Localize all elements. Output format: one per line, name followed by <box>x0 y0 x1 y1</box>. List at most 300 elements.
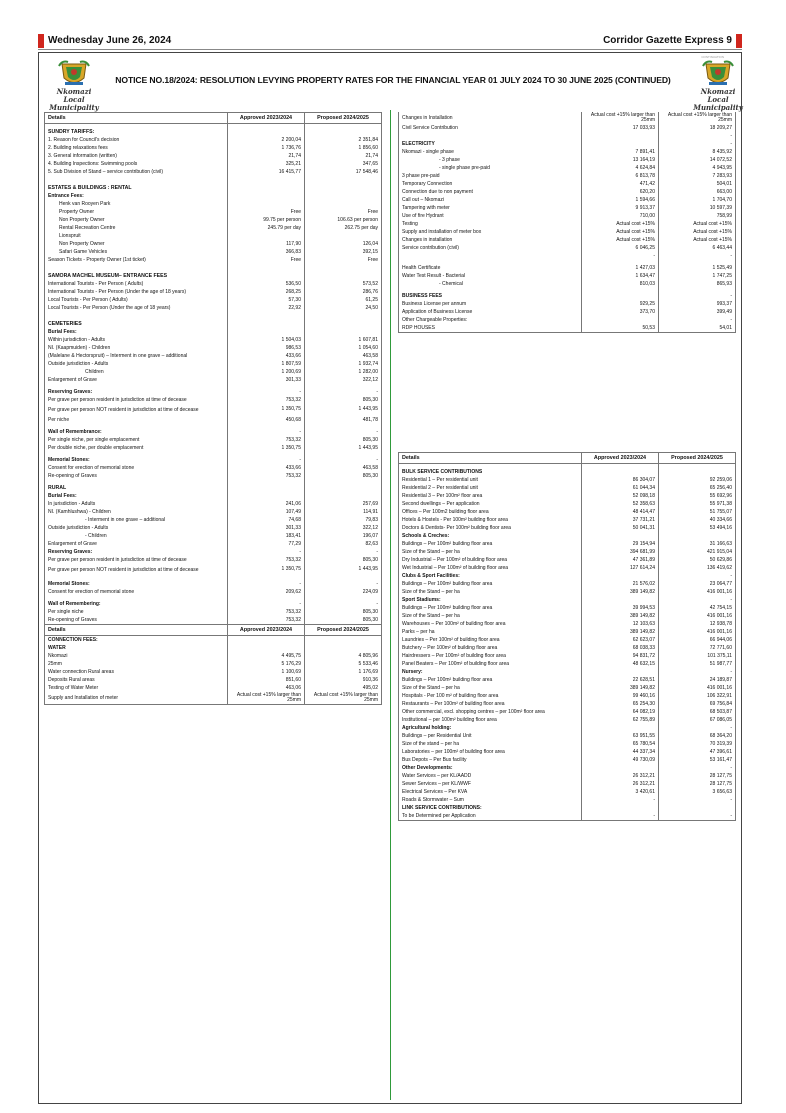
table-row <box>399 468 736 476</box>
table-row <box>45 428 382 436</box>
approved-value <box>582 468 659 476</box>
table-row <box>399 748 736 756</box>
table-row <box>45 352 382 360</box>
table-row <box>45 684 382 692</box>
approved-value: 65 254,30 <box>582 700 659 708</box>
approved-value <box>228 644 305 652</box>
approved-value: 268,25 <box>228 288 305 296</box>
table-row <box>45 240 382 248</box>
approved-value: Actual cost +15% larger than 25mm <box>228 692 305 705</box>
table-row <box>399 508 736 516</box>
col-header-approved: Approved 2023/2024 <box>228 113 305 124</box>
approved-value <box>582 292 659 300</box>
table-row <box>45 564 382 576</box>
table-row <box>45 532 382 540</box>
approved-value: 52 358,63 <box>582 500 659 508</box>
approved-value: 301,33 <box>228 524 305 532</box>
proposed-value: 481,78 <box>305 416 382 424</box>
detail-cell: Sport Stadiums: <box>399 596 582 604</box>
approved-value <box>228 320 305 328</box>
table-row <box>399 484 736 492</box>
detail-cell: BUSINESS FEES <box>399 292 582 300</box>
approved-value <box>582 724 659 732</box>
detail-cell: Water Test Result - Bacterial <box>399 272 582 280</box>
approved-value: 68 038,33 <box>582 644 659 652</box>
detail-cell: Residential 3 – Per 100m² floor area <box>399 492 582 500</box>
table-row <box>399 604 736 612</box>
table-row <box>399 780 736 788</box>
approved-value: - <box>582 252 659 260</box>
detail-cell: 4. Building Inspections: Swimming pools <box>45 160 228 168</box>
detail-cell: Connection due to non payment <box>399 188 582 196</box>
approved-value: 21 576,02 <box>582 580 659 588</box>
approved-value: 245.79 per day <box>228 224 305 232</box>
proposed-value: 196,07 <box>305 532 382 540</box>
proposed-value: - <box>305 600 382 608</box>
approved-value: 241,06 <box>228 500 305 508</box>
detail-cell: Wet Industrial – Per 100m² of building floor area <box>399 564 582 572</box>
detail-cell: Tampering with meter <box>399 204 582 212</box>
proposed-value: 1 282,00 <box>305 368 382 376</box>
proposed-value <box>659 468 736 476</box>
detail-cell: RDP HOUSES <box>399 324 582 333</box>
table-row <box>399 580 736 588</box>
newspaper-header <box>38 34 742 50</box>
proposed-value: 495,02 <box>305 684 382 692</box>
detail-cell: Water connection Rural areas <box>45 668 228 676</box>
approved-value: 39 994,53 <box>582 604 659 612</box>
detail-cell: Local Tourists - Per Person (Under the age of 18 years) <box>45 304 228 312</box>
proposed-value: 18 209,27 <box>659 124 736 132</box>
table-row <box>45 668 382 676</box>
approved-value: Actual cost +15% <box>582 220 659 228</box>
approved-value: 1 736,76 <box>228 144 305 152</box>
table-row <box>45 168 382 176</box>
proposed-value <box>659 532 736 540</box>
table-row <box>45 152 382 160</box>
table-row <box>399 212 736 220</box>
proposed-value: 55 692,96 <box>659 492 736 500</box>
table-row <box>399 588 736 596</box>
detail-cell: Entrance Fees: <box>45 192 228 200</box>
table-row <box>399 308 736 316</box>
detail-cell: 3. General information (written) <box>45 152 228 160</box>
detail-cell: Call out – Nkomazi <box>399 196 582 204</box>
proposed-value: 758,99 <box>659 212 736 220</box>
detail-cell: To be Determined per Application <box>399 812 582 821</box>
col-header-proposed: Proposed 2024/2025 <box>305 113 382 124</box>
table-row <box>399 540 736 548</box>
proposed-value: - <box>659 140 736 148</box>
coat-of-arms-icon <box>57 58 91 88</box>
proposed-value: 392,15 <box>305 248 382 256</box>
approved-value: 373,70 <box>582 308 659 316</box>
table-row <box>399 596 736 604</box>
proposed-value: 68 503,87 <box>659 708 736 716</box>
detail-cell: Buildings – Per 100m² building floor area <box>399 604 582 612</box>
approved-value: 21,74 <box>228 152 305 160</box>
approved-value: 4 624,84 <box>582 164 659 172</box>
detail-cell: Service contribution (civil) <box>399 244 582 252</box>
proposed-value: 5 533,46 <box>305 660 382 668</box>
approved-value <box>228 484 305 492</box>
table-row <box>45 136 382 144</box>
proposed-value: - <box>305 580 382 588</box>
proposed-value: 42 754,15 <box>659 604 736 612</box>
detail-cell: Other Developments: <box>399 764 582 772</box>
detail-cell: Re-opening of Graves <box>45 616 228 625</box>
proposed-value: 286,76 <box>305 288 382 296</box>
table-row <box>45 472 382 480</box>
detail-cell: Safari Game Vehicles <box>45 248 228 256</box>
approved-value: 183,41 <box>228 532 305 540</box>
table-row <box>399 264 736 272</box>
table-row <box>399 764 736 772</box>
proposed-value: 805,30 <box>305 556 382 564</box>
detail-cell: Henk van Rooyen Park <box>45 200 228 208</box>
approved-value <box>228 200 305 208</box>
detail-cell: Health Certificate <box>399 264 582 272</box>
proposed-value: 68 364,20 <box>659 732 736 740</box>
detail-cell: (Malelane & Hectorspruit) – Interment in one grave – additional <box>45 352 228 360</box>
detail-cell: Memorial Stones: <box>45 456 228 464</box>
proposed-value: - <box>305 548 382 556</box>
proposed-value: - <box>659 796 736 804</box>
detail-cell: Size of the Stand – per ha <box>399 684 582 692</box>
detail-cell: SAMORA MACHEL MUSEUM– ENTRANCE FEES <box>45 272 228 280</box>
table-row <box>45 464 382 472</box>
detail-cell: Per grave per person resident in jurisdiction at time of decease <box>45 396 228 404</box>
detail-cell: Per niche <box>45 416 228 424</box>
approved-value <box>228 128 305 136</box>
detail-cell: Memorial Stones: <box>45 580 228 588</box>
table-row <box>45 376 382 384</box>
table-row <box>45 388 382 396</box>
detail-cell: Non Property Owner <box>45 216 228 224</box>
proposed-value: 40 334,66 <box>659 516 736 524</box>
approved-value: 6 813,78 <box>582 172 659 180</box>
table-row <box>399 668 736 676</box>
proposed-value: - <box>305 388 382 396</box>
table-row <box>399 292 736 300</box>
detail-cell: Warehouses – Per 100m² of building floor area <box>399 620 582 628</box>
table-row <box>399 564 736 572</box>
table-row <box>399 628 736 636</box>
proposed-value: 663,00 <box>659 188 736 196</box>
table-row <box>45 248 382 256</box>
proposed-value: 416 001,16 <box>659 684 736 692</box>
approved-value <box>582 132 659 140</box>
table-row <box>399 636 736 644</box>
table-row <box>399 756 736 764</box>
proposed-value: 66 944,06 <box>659 636 736 644</box>
table-row <box>45 328 382 336</box>
approved-value <box>228 184 305 192</box>
proposed-value: 224,09 <box>305 588 382 596</box>
approved-value: 7 891,41 <box>582 148 659 156</box>
table-row <box>399 708 736 716</box>
proposed-value: Actual cost +15% <box>659 236 736 244</box>
approved-value: 47 361,89 <box>582 556 659 564</box>
logo-text-line2: Local Municipality <box>693 95 743 112</box>
approved-value: 450,68 <box>228 416 305 424</box>
table-row <box>45 548 382 556</box>
detail-cell: Consent for erection of memorial stone <box>45 464 228 472</box>
proposed-value: 4 805,96 <box>305 652 382 660</box>
proposed-value: - <box>305 428 382 436</box>
approved-value <box>228 232 305 240</box>
table-row <box>45 608 382 616</box>
approved-value <box>582 316 659 324</box>
detail-cell: Laboratories – per 100m² of building floor area <box>399 748 582 756</box>
proposed-value: 17 548,46 <box>305 168 382 176</box>
proposed-value: 24,50 <box>305 304 382 312</box>
proposed-value: 1 607,81 <box>305 336 382 344</box>
approved-value: 1 200,69 <box>228 368 305 376</box>
table-row <box>399 524 736 532</box>
table-row <box>45 296 382 304</box>
proposed-value: 322,12 <box>305 376 382 384</box>
proposed-value: 79,83 <box>305 516 382 524</box>
table-row <box>399 252 736 260</box>
proposed-value: 463,58 <box>305 464 382 472</box>
detail-cell: Wall of Remembering: <box>45 600 228 608</box>
proposed-value: 262.75 per day <box>305 224 382 232</box>
approved-value: 3 420,61 <box>582 788 659 796</box>
proposed-value: - <box>659 596 736 604</box>
approved-value: 389 149,82 <box>582 612 659 620</box>
approved-value: 62 755,89 <box>582 716 659 724</box>
proposed-value: 47 396,61 <box>659 748 736 756</box>
detail-cell: Use of fire Hydrant <box>399 212 582 220</box>
table-row <box>399 280 736 288</box>
approved-value: 301,33 <box>228 376 305 384</box>
proposed-value: 416 001,16 <box>659 588 736 596</box>
detail-cell: Reserving Graves: <box>45 388 228 396</box>
detail-cell: LINK SERVICE CONTRIBUTIONS: <box>399 804 582 812</box>
detail-cell: Residential 2 – Per residential unit <box>399 484 582 492</box>
proposed-value: 1 054,60 <box>305 344 382 352</box>
detail-cell: Second dwellings – Per application <box>399 500 582 508</box>
detail-cell: Testing <box>399 220 582 228</box>
detail-cell: Local Tourists - Per Person ( Adults) <box>45 296 228 304</box>
detail-cell: Size of the Stand – per ha <box>399 548 582 556</box>
table-row <box>399 692 736 700</box>
proposed-value: 14 072,52 <box>659 156 736 164</box>
approved-value: 471,42 <box>582 180 659 188</box>
detail-cell: Rental Recreation Centre <box>45 224 228 232</box>
proposed-value: Free <box>305 208 382 216</box>
table-row <box>45 660 382 668</box>
approved-value: 74,68 <box>228 516 305 524</box>
detail-cell: Season Tickets - Property Owner (1st ticket) <box>45 256 228 264</box>
tariff-table-right-top <box>398 112 736 333</box>
proposed-value: 504,01 <box>659 180 736 188</box>
approved-value: 389 149,82 <box>582 684 659 692</box>
proposed-value: 1 443,95 <box>305 444 382 452</box>
proposed-value: 257,69 <box>305 500 382 508</box>
table-row <box>45 625 382 636</box>
detail-cell: Per grave per person NOT resident in jurisdiction at time of decease <box>45 564 228 576</box>
proposed-value: 61,25 <box>305 296 382 304</box>
detail-cell: Consent for erection of memorial stone <box>45 588 228 596</box>
table-row <box>45 396 382 404</box>
detail-cell: Changes in installation <box>399 236 582 244</box>
detail-cell: Burial Fees: <box>45 492 228 500</box>
detail-cell: 25mm <box>45 660 228 668</box>
table-row <box>45 456 382 464</box>
approved-value <box>228 192 305 200</box>
proposed-value <box>305 232 382 240</box>
detail-cell <box>399 252 582 260</box>
table-row <box>399 556 736 564</box>
approved-value <box>228 328 305 336</box>
approved-value: - <box>228 456 305 464</box>
proposed-value: 6 463,44 <box>659 244 736 252</box>
approved-value: 463,06 <box>228 684 305 692</box>
detail-cell: SUNDRY TARIFFS: <box>45 128 228 136</box>
proposed-value: 101 375,11 <box>659 652 736 660</box>
approved-value: 26 312,21 <box>582 780 659 788</box>
approved-value: 29 154,94 <box>582 540 659 548</box>
proposed-value: 865,93 <box>659 280 736 288</box>
coat-of-arms-icon <box>701 58 735 88</box>
logo-text-line1: Nkomazi <box>700 87 736 96</box>
proposed-value: 416 001,16 <box>659 628 736 636</box>
table-row <box>399 804 736 812</box>
approved-value: 107,49 <box>228 508 305 516</box>
detail-cell: NI. (Kamhlushwa) - Children <box>45 508 228 516</box>
approved-value: 99 460,16 <box>582 692 659 700</box>
detail-cell: RURAL <box>45 484 228 492</box>
table-row <box>399 572 736 580</box>
detail-cell: WATER <box>45 644 228 652</box>
table-row <box>45 144 382 152</box>
table-row <box>45 416 382 424</box>
detail-cell: Electrical Services – Per KVA <box>399 788 582 796</box>
proposed-value: 21,74 <box>305 152 382 160</box>
proposed-value: 12 938,78 <box>659 620 736 628</box>
table-row <box>399 740 736 748</box>
proposed-value: - <box>659 572 736 580</box>
table-row <box>399 220 736 228</box>
proposed-value: Free <box>305 256 382 264</box>
notice-title: NOTICE NO.18/2024: RESOLUTION LEVYING PROPERTY RATES FOR THE FINANCIAL YEAR 01 JULY 2024 TO 30 JUNE 2025 (CONTINUED) <box>115 75 671 85</box>
approved-value: 16 415,77 <box>228 168 305 176</box>
approved-value: 17 033,93 <box>582 124 659 132</box>
detail-cell: Supply and installation of meter box <box>399 228 582 236</box>
table-row <box>399 476 736 484</box>
table-row <box>45 616 382 625</box>
approved-value: 61 044,34 <box>582 484 659 492</box>
header-red-bar-right <box>736 34 742 48</box>
approved-value: 929,25 <box>582 300 659 308</box>
approved-value: - <box>228 580 305 588</box>
detail-cell: 3 phase pre-paid <box>399 172 582 180</box>
table-row <box>399 148 736 156</box>
detail-cell: Civil Service Contribution <box>399 124 582 132</box>
detail-cell: Application of Business License <box>399 308 582 316</box>
approved-value <box>228 272 305 280</box>
detail-cell: - 3 phase <box>399 156 582 164</box>
table-row <box>45 280 382 288</box>
table-row <box>45 232 382 240</box>
table-row <box>399 300 736 308</box>
table-row <box>399 172 736 180</box>
detail-cell: Dry Industrial – Per 100m² of building floor area <box>399 556 582 564</box>
proposed-value: 126,04 <box>305 240 382 248</box>
tariff-table-right-bottom <box>398 452 736 821</box>
table-row <box>399 316 736 324</box>
detail-cell: Size of the Stand – per ha <box>399 588 582 596</box>
proposed-value: 805,30 <box>305 436 382 444</box>
proposed-value <box>305 484 382 492</box>
proposed-value: 1 443,95 <box>305 404 382 416</box>
municipality-logo-left <box>44 58 104 112</box>
detail-cell: Per double niche, per double emplacement <box>45 444 228 452</box>
proposed-value: - <box>659 316 736 324</box>
detail-cell: Doctors & Dentists- Per 100m² building floor area <box>399 524 582 532</box>
approved-value: - <box>582 796 659 804</box>
approved-value: 64 082,19 <box>582 708 659 716</box>
table-row <box>45 644 382 652</box>
approved-value: 394 681,99 <box>582 548 659 556</box>
col-header-details: Details <box>399 453 582 464</box>
table-row <box>45 652 382 660</box>
detail-cell: 1. Reason for Council's decision <box>45 136 228 144</box>
proposed-value: - <box>659 252 736 260</box>
detail-cell: Deposits Rural areas <box>45 676 228 684</box>
proposed-value: 51 755,07 <box>659 508 736 516</box>
approved-value: 1 807,59 <box>228 360 305 368</box>
approved-value: Actual cost +15% <box>582 228 659 236</box>
detail-cell: Testing of Water Meter <box>45 684 228 692</box>
approved-value: 1 427,03 <box>582 264 659 272</box>
approved-value: 44 337,34 <box>582 748 659 756</box>
table-row <box>399 652 736 660</box>
detail-cell: Reserving Graves: <box>45 548 228 556</box>
approved-value: 433,66 <box>228 464 305 472</box>
detail-cell: In jurisdiction - Adults <box>45 500 228 508</box>
detail-cell: Restaurants – Per 100m² of building floor area <box>399 700 582 708</box>
detail-cell: Non Property Owner <box>45 240 228 248</box>
detail-cell: Children <box>45 368 228 376</box>
proposed-value: 136 419,62 <box>659 564 736 572</box>
detail-cell: International Tourists - Per Person (Under the age of 18 years) <box>45 288 228 296</box>
approved-value: 57,30 <box>228 296 305 304</box>
approved-value: 753,32 <box>228 608 305 616</box>
approved-value: 389 149,82 <box>582 588 659 596</box>
detail-cell: - single phase pre-paid <box>399 164 582 172</box>
proposed-value: 463,58 <box>305 352 382 360</box>
approved-value: 49 730,09 <box>582 756 659 764</box>
table-row <box>45 320 382 328</box>
approved-value: 810,03 <box>582 280 659 288</box>
approved-value: 389 149,82 <box>582 628 659 636</box>
proposed-value: 31 166,63 <box>659 540 736 548</box>
approved-value: Actual cost +15% <box>582 236 659 244</box>
proposed-value: 399,49 <box>659 308 736 316</box>
table-row <box>45 516 382 524</box>
proposed-value: 54,01 <box>659 324 736 333</box>
approved-value <box>582 804 659 812</box>
table-row <box>45 676 382 684</box>
detail-cell: - Children <box>45 532 228 540</box>
approved-value: 26 312,21 <box>582 772 659 780</box>
proposed-value: 1 704,70 <box>659 196 736 204</box>
proposed-value: 910,36 <box>305 676 382 684</box>
table-row <box>45 500 382 508</box>
